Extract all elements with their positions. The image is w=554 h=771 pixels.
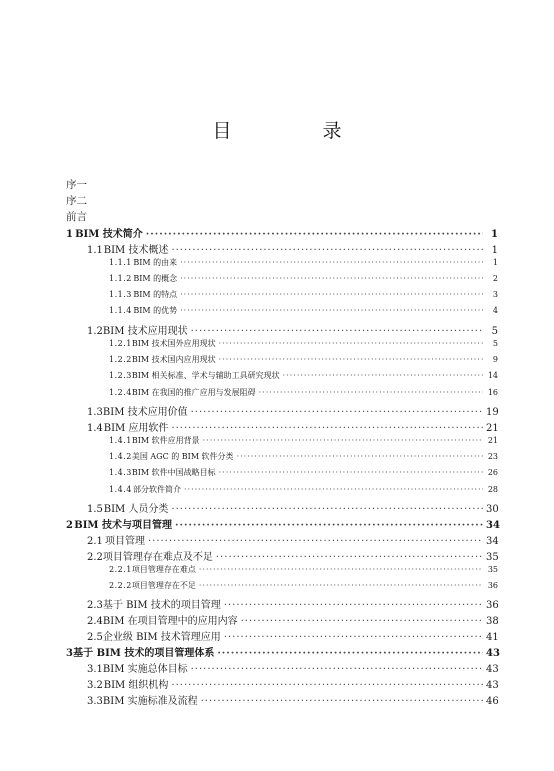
toc-entry-level-3[interactable] — [66, 467, 498, 483]
toc-entry-page-number: 43 — [486, 679, 499, 691]
toc-entry-title: BIM 技术国内应用现状 — [131, 354, 216, 364]
toc-entry-level-1[interactable] — [66, 644, 498, 660]
dot-leader — [199, 565, 483, 574]
dot-leader — [146, 229, 483, 240]
toc-entry-page-number: 4 — [492, 306, 498, 316]
toc-entry-page-number: 26 — [487, 468, 498, 478]
toc-entry-level-3[interactable] — [66, 305, 498, 321]
dot-leader — [191, 407, 483, 418]
toc-entry-number: 2.5 — [87, 632, 103, 644]
toc-entry-number: 1.2.1 — [109, 338, 132, 348]
table-of-contents — [66, 225, 498, 708]
preface-entry-2[interactable]: 序二 — [66, 195, 87, 207]
toc-entry-number: 1.1.4 — [109, 306, 132, 316]
toc-entry-level-2[interactable] — [66, 322, 498, 338]
preface-entry-1[interactable]: 序一 — [66, 179, 87, 191]
toc-entry-number: 2.2.2 — [109, 580, 132, 590]
toc-entry-page-number: 19 — [486, 406, 499, 418]
toc-entry-level-3[interactable] — [66, 338, 498, 354]
toc-entry-title: BIM 的由来 — [133, 257, 178, 267]
toc-entry-number: 1.2.3 — [109, 371, 132, 381]
preface-entry-3[interactable]: 前言 — [66, 211, 87, 223]
dot-leader — [283, 371, 483, 380]
dot-leader — [171, 680, 483, 691]
toc-entry-number: 1.4 — [87, 422, 103, 434]
toc-entry-number: 3.2 — [87, 679, 103, 691]
toc-entry-page-number: 38 — [486, 616, 499, 628]
toc-entry-number: 1 — [66, 229, 73, 240]
toc-entry-number: 2 — [66, 520, 73, 532]
toc-entry-level-2[interactable] — [66, 596, 498, 612]
toc-entry-title: BIM 技术应用现状 — [102, 325, 188, 337]
toc-entry-page-number: 1 — [492, 257, 498, 267]
toc-entry-title: BIM 技术应用价值 — [102, 406, 188, 418]
toc-entry-level-3[interactable] — [66, 289, 498, 305]
toc-entry-level-2[interactable] — [66, 403, 498, 419]
toc-entry-page-number: 41 — [486, 632, 499, 644]
toc-entry-page-number: 2 — [492, 273, 498, 283]
toc-entry-page-number: 35 — [487, 564, 498, 574]
toc-entry-number: 1.1.1 — [109, 257, 132, 267]
toc-entry-title: BIM 在我国的推广应用与发展阻碍 — [131, 387, 256, 397]
dot-leader — [180, 274, 483, 283]
toc-entry-title: BIM 实施总体目标 — [102, 663, 188, 675]
toc-entry-number: 1.5 — [87, 504, 103, 516]
toc-entry-title: BIM 实施标准及流程 — [102, 695, 198, 707]
dot-leader — [171, 504, 483, 515]
toc-entry-level-1[interactable] — [66, 225, 498, 241]
toc-entry-level-3[interactable] — [66, 354, 498, 370]
dot-leader — [219, 355, 483, 364]
toc-entry-page-number: 35 — [486, 551, 499, 563]
toc-entry-number: 1.4.4 — [109, 484, 132, 494]
toc-entry-page-number: 28 — [487, 484, 498, 494]
toc-entry-number: 1.4.1 — [109, 435, 132, 445]
dot-leader — [175, 520, 483, 531]
toc-entry-level-3[interactable] — [66, 484, 498, 500]
dot-leader — [199, 581, 483, 590]
toc-entry-level-2[interactable] — [66, 660, 498, 676]
toc-entry-title: 基于 BIM 技术的项目管理 — [102, 600, 221, 612]
toc-entry-level-3[interactable] — [66, 451, 498, 467]
toc-entry-number: 3.1 — [87, 663, 103, 675]
toc-entry-page-number: 14 — [487, 371, 498, 381]
toc-entry-title: BIM 软件中国战略目标 — [131, 468, 216, 478]
dot-leader — [148, 536, 483, 547]
dot-leader — [180, 290, 483, 299]
dot-leader — [191, 326, 483, 337]
toc-entry-level-3[interactable] — [66, 370, 498, 386]
toc-entry-level-2[interactable] — [66, 676, 498, 692]
toc-entry-title: BIM 的概念 — [133, 273, 178, 283]
dot-leader — [180, 306, 483, 315]
dot-leader — [237, 452, 483, 461]
toc-entry-number: 1.2.4 — [109, 387, 132, 397]
toc-entry-page-number: 46 — [486, 695, 499, 707]
toc-entry-page-number: 36 — [486, 600, 499, 612]
toc-entry-level-3[interactable] — [66, 564, 498, 580]
toc-entry-number: 3.3 — [87, 695, 103, 707]
toc-entry-title: 项目管理 — [104, 535, 145, 547]
dot-leader — [203, 436, 483, 445]
toc-entry-level-2[interactable] — [66, 241, 498, 257]
dot-leader — [171, 245, 483, 256]
toc-entry-page-number: 34 — [486, 535, 499, 547]
page-title: 目 录 — [212, 120, 378, 142]
toc-entry-page-number: 43 — [486, 648, 500, 660]
toc-entry-page-number: 5 — [492, 338, 498, 348]
toc-entry-title: 项目管理存在不足 — [131, 580, 196, 590]
toc-entry-page-number: 34 — [486, 520, 500, 532]
toc-entry-number: 1.1 — [87, 244, 103, 256]
toc-entry-level-3[interactable] — [66, 273, 498, 289]
toc-entry-number: 1.2 — [87, 325, 103, 337]
toc-entry-page-number: 1 — [491, 229, 498, 240]
toc-entry-title: BIM 技术概述 — [103, 244, 169, 256]
toc-entry-page-number: 16 — [487, 387, 498, 397]
toc-entry-number: 1.1.3 — [109, 290, 132, 300]
dot-leader — [241, 616, 483, 627]
toc-entry-number: 2.2 — [87, 551, 103, 563]
toc-entry-level-2[interactable] — [66, 532, 498, 548]
toc-entry-page-number: 21 — [487, 435, 498, 445]
toc-entry-title: BIM 的优势 — [133, 306, 178, 316]
toc-entry-level-2[interactable] — [66, 612, 498, 628]
toc-entry-level-2[interactable] — [66, 500, 498, 516]
toc-entry-title: 美国 AGC 的 BIM 软件分类 — [131, 452, 234, 462]
toc-entry-level-2[interactable] — [66, 548, 498, 564]
toc-entry-level-1[interactable] — [66, 516, 498, 532]
toc-entry-title: BIM 应用软件 — [103, 422, 169, 434]
toc-entry-level-2[interactable] — [66, 692, 498, 708]
toc-entry-title: 企业级 BIM 技术管理应用 — [102, 632, 221, 644]
toc-entry-level-3[interactable] — [66, 257, 498, 273]
toc-entry-title: BIM 相关标准、学术与辅助工具研究现状 — [131, 371, 280, 381]
toc-entry-level-3[interactable] — [66, 435, 498, 451]
dot-leader — [219, 468, 483, 477]
dot-leader — [184, 485, 483, 494]
dot-leader — [180, 258, 483, 267]
dot-leader — [216, 552, 483, 563]
toc-entry-page-number: 5 — [491, 325, 498, 337]
toc-entry-number: 1.2.2 — [109, 354, 132, 364]
toc-entry-title: BIM 组织机构 — [103, 679, 169, 691]
toc-entry-page-number: 21 — [486, 422, 499, 434]
toc-entry-page-number: 9 — [492, 354, 498, 364]
toc-entry-page-number: 1 — [491, 244, 498, 256]
dot-leader — [171, 423, 483, 434]
toc-entry-title: BIM 在项目管理中的应用内容 — [102, 616, 238, 628]
toc-entry-number: 1.3 — [87, 406, 103, 418]
toc-entry-number: 1.1.2 — [109, 273, 132, 283]
toc-entry-page-number: 3 — [492, 290, 498, 300]
toc-entry-title: 项目管理存在难点 — [131, 564, 196, 574]
toc-entry-title: BIM 技术简介 — [75, 229, 143, 240]
dot-leader — [219, 339, 483, 348]
toc-entry-title: BIM 技术与项目管理 — [74, 520, 172, 532]
toc-entry-page-number: 36 — [487, 580, 498, 590]
toc-entry-level-2[interactable] — [66, 419, 498, 435]
toc-entry-number: 1.4.3 — [109, 468, 132, 478]
toc-entry-number: 3 — [66, 648, 73, 660]
toc-entry-title: BIM 的特点 — [133, 290, 178, 300]
toc-entry-level-3[interactable] — [66, 387, 498, 403]
dot-leader — [224, 632, 483, 643]
toc-entry-title: 基于 BIM 技术的项目管理体系 — [73, 648, 215, 660]
toc-entry-page-number: 30 — [486, 504, 499, 516]
toc-entry-number: 2.2.1 — [109, 564, 132, 574]
toc-entry-level-2[interactable] — [66, 628, 498, 644]
dot-leader — [191, 664, 483, 675]
toc-entry-page-number: 23 — [487, 452, 498, 462]
toc-entry-number: 2.1 — [87, 535, 103, 547]
toc-entry-title: BIM 技术国外应用现状 — [131, 338, 216, 348]
toc-entry-number: 2.4 — [87, 616, 103, 628]
toc-entry-title: BIM 人员分类 — [103, 504, 169, 516]
dot-leader — [224, 600, 483, 611]
toc-entry-title: 部分软件简介 — [133, 484, 181, 494]
toc-entry-level-3[interactable] — [66, 580, 498, 596]
toc-entry-number: 1.4.2 — [109, 452, 132, 462]
dot-leader — [217, 648, 483, 659]
dot-leader — [259, 388, 483, 397]
dot-leader — [201, 696, 483, 707]
toc-entry-number: 2.3 — [87, 600, 103, 612]
toc-entry-title: BIM 软件应用背景 — [131, 435, 200, 445]
toc-entry-title: 项目管理存在难点及不足 — [102, 551, 213, 563]
toc-entry-page-number: 43 — [486, 663, 499, 675]
